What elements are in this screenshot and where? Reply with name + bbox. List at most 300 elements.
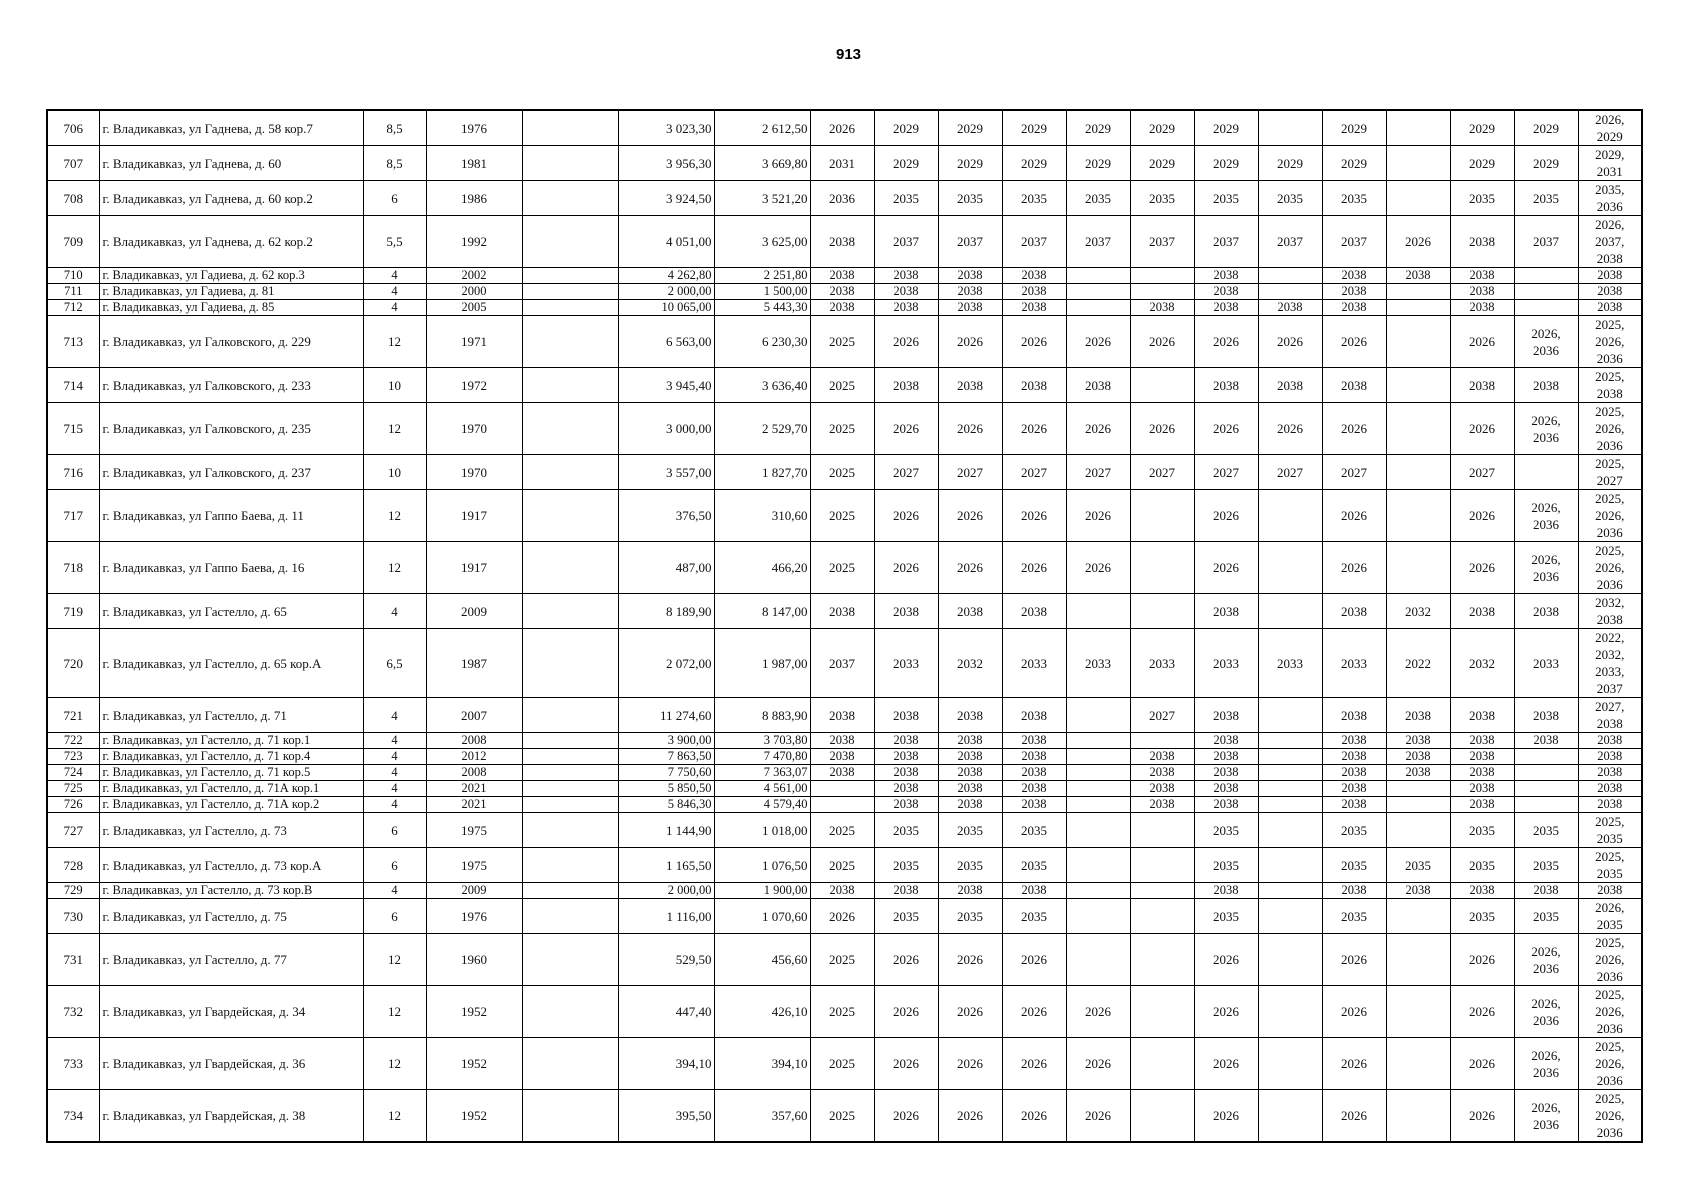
cell-year-10: 2038 (1386, 733, 1450, 749)
cell-year-6: 2033 (1130, 629, 1194, 698)
cell-floors: 8,5 (363, 146, 426, 181)
cell-year-12 (1514, 300, 1578, 316)
cell-year-6 (1130, 883, 1194, 899)
table-row (47, 110, 1642, 146)
cell-year-7: 2026 (1194, 490, 1258, 542)
cell-year: 1976 (426, 899, 522, 934)
cell-year-6: 2038 (1130, 765, 1194, 781)
cell-year-9: 2029 (1322, 146, 1386, 181)
table-row (47, 181, 1642, 216)
cell-address: г. Владикавказ, ул Гаппо Баева, д. 11 (99, 490, 363, 542)
cell-year-6: 2038 (1130, 749, 1194, 765)
cell-floors: 4 (363, 300, 426, 316)
cell-area-living: 394,10 (714, 1038, 810, 1090)
cell-year-summary: 2032, 2038 (1578, 594, 1642, 629)
cell-year-4: 2038 (1002, 368, 1066, 403)
cell-address: г. Владикавказ, ул Гадиева, д. 62 кор.3 (99, 268, 363, 284)
cell-year-summary: 2026, 2037, 2038 (1578, 216, 1642, 268)
cell-year-6: 2027 (1130, 455, 1194, 490)
cell-year-3: 2038 (938, 284, 1002, 300)
cell-blank (522, 765, 618, 781)
cell-year-2: 2038 (874, 781, 938, 797)
cell-year-2: 2035 (874, 899, 938, 934)
cell-year: 1986 (426, 181, 522, 216)
cell-year-5: 2027 (1066, 455, 1130, 490)
cell-year-7: 2038 (1194, 368, 1258, 403)
cell-year-8: 2029 (1258, 146, 1322, 181)
cell-year-3: 2038 (938, 765, 1002, 781)
cell-floors: 4 (363, 268, 426, 284)
cell-year-7: 2038 (1194, 883, 1258, 899)
table-row (47, 698, 1642, 733)
cell-year-8 (1258, 749, 1322, 765)
cell-year-11: 2026 (1450, 316, 1514, 368)
cell-address: г. Владикавказ, ул Гастелло, д. 75 (99, 899, 363, 934)
cell-year-1: 2026 (810, 110, 874, 146)
cell-year-2: 2033 (874, 629, 938, 698)
cell-year-3: 2029 (938, 110, 1002, 146)
cell-floors: 12 (363, 986, 426, 1038)
cell-address: г. Владикавказ, ул Гастелло, д. 73 кор.В (99, 883, 363, 899)
cell-year-5 (1066, 883, 1130, 899)
cell-year-7: 2029 (1194, 146, 1258, 181)
cell-year-3: 2038 (938, 883, 1002, 899)
cell-year-3: 2038 (938, 368, 1002, 403)
cell-area-total: 529,50 (618, 934, 714, 986)
cell-year-11: 2026 (1450, 1090, 1514, 1143)
cell-number: 709 (47, 216, 99, 268)
cell-number: 722 (47, 733, 99, 749)
cell-year-3: 2026 (938, 1038, 1002, 1090)
cell-year: 1970 (426, 455, 522, 490)
cell-year-5: 2026 (1066, 1038, 1130, 1090)
cell-year-4: 2038 (1002, 733, 1066, 749)
cell-floors: 4 (363, 733, 426, 749)
cell-year: 1975 (426, 813, 522, 848)
cell-year-9: 2033 (1322, 629, 1386, 698)
cell-address: г. Владикавказ, ул Гастелло, д. 71 (99, 698, 363, 733)
cell-year-1: 2036 (810, 181, 874, 216)
cell-year-4: 2038 (1002, 749, 1066, 765)
cell-year-11: 2035 (1450, 813, 1514, 848)
cell-year-1: 2038 (810, 594, 874, 629)
cell-year-11: 2026 (1450, 934, 1514, 986)
cell-blank (522, 749, 618, 765)
cell-address: г. Владикавказ, ул Гвардейская, д. 34 (99, 986, 363, 1038)
table-row (47, 216, 1642, 268)
cell-year-11: 2038 (1450, 368, 1514, 403)
cell-year-10 (1386, 1038, 1450, 1090)
cell-year-7: 2026 (1194, 542, 1258, 594)
cell-year: 2021 (426, 781, 522, 797)
cell-year-9: 2038 (1322, 781, 1386, 797)
cell-area-living: 8 147,00 (714, 594, 810, 629)
cell-year-2: 2038 (874, 594, 938, 629)
cell-area-living: 5 443,30 (714, 300, 810, 316)
cell-blank (522, 883, 618, 899)
table-row (47, 986, 1642, 1038)
cell-year-9: 2037 (1322, 216, 1386, 268)
cell-year-10: 2035 (1386, 848, 1450, 883)
cell-year-4: 2026 (1002, 490, 1066, 542)
cell-year-1: 2025 (810, 934, 874, 986)
cell-address: г. Владикавказ, ул Галковского, д. 229 (99, 316, 363, 368)
cell-year-5 (1066, 899, 1130, 934)
cell-year-6 (1130, 813, 1194, 848)
cell-year-9: 2035 (1322, 813, 1386, 848)
cell-year: 1960 (426, 934, 522, 986)
cell-number: 706 (47, 110, 99, 146)
cell-number: 710 (47, 268, 99, 284)
cell-year-3: 2035 (938, 848, 1002, 883)
cell-address: г. Владикавказ, ул Гаднева, д. 60 кор.2 (99, 181, 363, 216)
cell-year-8 (1258, 1038, 1322, 1090)
cell-area-total: 1 144,90 (618, 813, 714, 848)
cell-number: 714 (47, 368, 99, 403)
cell-year-6 (1130, 986, 1194, 1038)
cell-address: г. Владикавказ, ул Гвардейская, д. 38 (99, 1090, 363, 1143)
cell-year-10: 2038 (1386, 268, 1450, 284)
cell-year-6: 2035 (1130, 181, 1194, 216)
table-row (47, 629, 1642, 698)
cell-area-living: 466,20 (714, 542, 810, 594)
cell-address: г. Владикавказ, ул Гастелло, д. 77 (99, 934, 363, 986)
cell-year-5 (1066, 284, 1130, 300)
cell-year-10 (1386, 181, 1450, 216)
cell-year-9: 2038 (1322, 268, 1386, 284)
cell-year-9: 2038 (1322, 749, 1386, 765)
table-row (47, 781, 1642, 797)
cell-year-7: 2029 (1194, 110, 1258, 146)
cell-blank (522, 594, 618, 629)
cell-year-12: 2026, 2036 (1514, 542, 1578, 594)
cell-year-5 (1066, 765, 1130, 781)
table-row (47, 403, 1642, 455)
cell-year-4: 2038 (1002, 698, 1066, 733)
cell-year-4: 2038 (1002, 268, 1066, 284)
cell-area-total: 4 051,00 (618, 216, 714, 268)
cell-year-6 (1130, 1038, 1194, 1090)
cell-year-9: 2026 (1322, 1090, 1386, 1143)
cell-blank (522, 368, 618, 403)
cell-year-1: 2025 (810, 1090, 874, 1143)
cell-year-8 (1258, 733, 1322, 749)
cell-year: 2008 (426, 733, 522, 749)
cell-year-1: 2038 (810, 216, 874, 268)
cell-area-total: 3 557,00 (618, 455, 714, 490)
cell-year-8: 2033 (1258, 629, 1322, 698)
cell-area-living: 456,60 (714, 934, 810, 986)
cell-year-5: 2029 (1066, 110, 1130, 146)
cell-year-9: 2038 (1322, 733, 1386, 749)
cell-number: 720 (47, 629, 99, 698)
cell-year-12 (1514, 284, 1578, 300)
cell-year-6: 2027 (1130, 698, 1194, 733)
cell-year-10: 2038 (1386, 765, 1450, 781)
cell-year-12: 2026, 2036 (1514, 1038, 1578, 1090)
cell-year-12: 2033 (1514, 629, 1578, 698)
cell-year-4: 2035 (1002, 848, 1066, 883)
cell-year-summary: 2025, 2026, 2036 (1578, 1090, 1642, 1143)
cell-year-summary: 2025, 2026, 2036 (1578, 316, 1642, 368)
cell-year-10 (1386, 316, 1450, 368)
cell-floors: 12 (363, 316, 426, 368)
cell-year-9: 2038 (1322, 300, 1386, 316)
cell-area-living: 1 500,00 (714, 284, 810, 300)
cell-year-12: 2038 (1514, 733, 1578, 749)
cell-year-10 (1386, 542, 1450, 594)
cell-year-8 (1258, 986, 1322, 1038)
cell-blank (522, 268, 618, 284)
cell-year-12: 2026, 2036 (1514, 986, 1578, 1038)
cell-year-5: 2037 (1066, 216, 1130, 268)
cell-year-4: 2037 (1002, 216, 1066, 268)
cell-year-3: 2029 (938, 146, 1002, 181)
cell-area-total: 11 274,60 (618, 698, 714, 733)
cell-floors: 5,5 (363, 216, 426, 268)
cell-year-2: 2038 (874, 749, 938, 765)
cell-address: г. Владикавказ, ул Гастелло, д. 65 кор.А (99, 629, 363, 698)
cell-area-total: 3 023,30 (618, 110, 714, 146)
cell-address: г. Владикавказ, ул Галковского, д. 233 (99, 368, 363, 403)
cell-year-8: 2026 (1258, 403, 1322, 455)
table-row (47, 490, 1642, 542)
cell-year-11: 2035 (1450, 848, 1514, 883)
cell-year-4: 2026 (1002, 542, 1066, 594)
cell-address: г. Владикавказ, ул Гастелло, д. 73 (99, 813, 363, 848)
cell-area-living: 8 883,90 (714, 698, 810, 733)
cell-year-2: 2026 (874, 403, 938, 455)
cell-address: г. Владикавказ, ул Гастелло, д. 71А кор.1 (99, 781, 363, 797)
cell-year-7: 2038 (1194, 765, 1258, 781)
cell-year-3: 2038 (938, 268, 1002, 284)
cell-area-total: 376,50 (618, 490, 714, 542)
cell-blank (522, 813, 618, 848)
cell-year-7: 2038 (1194, 284, 1258, 300)
cell-area-total: 3 945,40 (618, 368, 714, 403)
cell-year-8 (1258, 542, 1322, 594)
cell-area-living: 1 900,00 (714, 883, 810, 899)
cell-floors: 12 (363, 1090, 426, 1143)
cell-year-2: 2035 (874, 813, 938, 848)
page-number: 913 (835, 46, 862, 63)
cell-area-total: 3 000,00 (618, 403, 714, 455)
cell-year-9: 2026 (1322, 316, 1386, 368)
cell-year-3: 2038 (938, 594, 1002, 629)
cell-year-7: 2026 (1194, 934, 1258, 986)
cell-year-9: 2026 (1322, 490, 1386, 542)
cell-year-12: 2026, 2036 (1514, 490, 1578, 542)
cell-blank (522, 848, 618, 883)
cell-year-12 (1514, 749, 1578, 765)
cell-blank (522, 1090, 618, 1143)
cell-year-9: 2026 (1322, 986, 1386, 1038)
cell-blank (522, 781, 618, 797)
cell-year-10: 2038 (1386, 698, 1450, 733)
cell-year-4: 2038 (1002, 781, 1066, 797)
cell-blank (522, 542, 618, 594)
cell-number: 726 (47, 797, 99, 813)
cell-year-1: 2038 (810, 883, 874, 899)
cell-year-summary: 2038 (1578, 781, 1642, 797)
cell-year-5 (1066, 594, 1130, 629)
cell-year-9: 2035 (1322, 848, 1386, 883)
cell-year-3: 2038 (938, 797, 1002, 813)
cell-year-3: 2027 (938, 455, 1002, 490)
cell-address: г. Владикавказ, ул Гастелло, д. 71 кор.4 (99, 749, 363, 765)
cell-year-11: 2027 (1450, 455, 1514, 490)
cell-year-10 (1386, 110, 1450, 146)
table-row (47, 284, 1642, 300)
cell-floors: 4 (363, 797, 426, 813)
cell-year: 2002 (426, 268, 522, 284)
cell-year-12: 2035 (1514, 813, 1578, 848)
cell-year: 2005 (426, 300, 522, 316)
cell-year-2: 2026 (874, 316, 938, 368)
table-row (47, 883, 1642, 899)
cell-year-4: 2027 (1002, 455, 1066, 490)
cell-year-3: 2026 (938, 403, 1002, 455)
cell-number: 725 (47, 781, 99, 797)
cell-floors: 12 (363, 490, 426, 542)
cell-area-total: 1 165,50 (618, 848, 714, 883)
cell-year-6: 2038 (1130, 781, 1194, 797)
cell-year-5 (1066, 813, 1130, 848)
cell-year-1: 2038 (810, 300, 874, 316)
cell-year-10 (1386, 1090, 1450, 1143)
cell-year-11: 2029 (1450, 146, 1514, 181)
cell-year-4: 2029 (1002, 146, 1066, 181)
cell-year-7: 2033 (1194, 629, 1258, 698)
cell-year-10 (1386, 934, 1450, 986)
cell-year-3: 2026 (938, 316, 1002, 368)
cell-year-6: 2037 (1130, 216, 1194, 268)
cell-year-12: 2029 (1514, 146, 1578, 181)
buildings-table (46, 109, 1643, 1143)
cell-year-12: 2035 (1514, 848, 1578, 883)
cell-blank (522, 110, 618, 146)
cell-area-total: 4 262,80 (618, 268, 714, 284)
cell-year-5: 2033 (1066, 629, 1130, 698)
cell-year-6 (1130, 899, 1194, 934)
cell-year-4: 2029 (1002, 110, 1066, 146)
cell-year-6: 2029 (1130, 110, 1194, 146)
cell-year-2: 2037 (874, 216, 938, 268)
cell-year-11: 2029 (1450, 110, 1514, 146)
cell-year-10 (1386, 368, 1450, 403)
cell-year-9: 2038 (1322, 765, 1386, 781)
cell-year-4: 2038 (1002, 284, 1066, 300)
cell-year: 1987 (426, 629, 522, 698)
cell-year-11: 2038 (1450, 300, 1514, 316)
cell-address: г. Владикавказ, ул Гаппо Баева, д. 16 (99, 542, 363, 594)
cell-area-total: 447,40 (618, 986, 714, 1038)
cell-number: 729 (47, 883, 99, 899)
cell-blank (522, 629, 618, 698)
cell-number: 731 (47, 934, 99, 986)
cell-year-7: 2038 (1194, 698, 1258, 733)
cell-year-summary: 2025, 2026, 2036 (1578, 986, 1642, 1038)
cell-year-8 (1258, 284, 1322, 300)
cell-area-total: 7 863,50 (618, 749, 714, 765)
cell-area-living: 2 251,80 (714, 268, 810, 284)
cell-year-2: 2038 (874, 284, 938, 300)
cell-year-5: 2026 (1066, 490, 1130, 542)
cell-year-10 (1386, 899, 1450, 934)
cell-area-living: 6 230,30 (714, 316, 810, 368)
cell-year-7: 2035 (1194, 848, 1258, 883)
cell-year-1: 2025 (810, 813, 874, 848)
cell-year-5 (1066, 781, 1130, 797)
cell-year-7: 2035 (1194, 899, 1258, 934)
cell-number: 715 (47, 403, 99, 455)
cell-year-6 (1130, 368, 1194, 403)
cell-year-5: 2026 (1066, 403, 1130, 455)
cell-year-7: 2038 (1194, 733, 1258, 749)
cell-year-8 (1258, 813, 1322, 848)
cell-year-12 (1514, 781, 1578, 797)
cell-floors: 6,5 (363, 629, 426, 698)
cell-year-8 (1258, 698, 1322, 733)
cell-area-living: 3 521,20 (714, 181, 810, 216)
cell-year-summary: 2029, 2031 (1578, 146, 1642, 181)
cell-address: г. Владикавказ, ул Гастелло, д. 71 кор.5 (99, 765, 363, 781)
cell-year: 1952 (426, 1090, 522, 1143)
cell-year-11: 2038 (1450, 733, 1514, 749)
cell-year-11: 2038 (1450, 765, 1514, 781)
cell-year-10 (1386, 813, 1450, 848)
cell-blank (522, 1038, 618, 1090)
cell-year-2: 2029 (874, 110, 938, 146)
cell-year-summary: 2025, 2035 (1578, 813, 1642, 848)
cell-year-7: 2038 (1194, 749, 1258, 765)
table-row (47, 146, 1642, 181)
cell-year-7: 2038 (1194, 781, 1258, 797)
cell-year-1: 2038 (810, 268, 874, 284)
cell-year-9: 2038 (1322, 698, 1386, 733)
cell-year-1: 2025 (810, 986, 874, 1038)
cell-year-6: 2026 (1130, 403, 1194, 455)
cell-year-4: 2038 (1002, 300, 1066, 316)
cell-year-3: 2037 (938, 216, 1002, 268)
cell-year-11: 2038 (1450, 216, 1514, 268)
cell-year-4: 2038 (1002, 594, 1066, 629)
cell-year-summary: 2025, 2026, 2036 (1578, 490, 1642, 542)
cell-area-living: 426,10 (714, 986, 810, 1038)
cell-year-6 (1130, 848, 1194, 883)
cell-year-8 (1258, 797, 1322, 813)
table-row (47, 848, 1642, 883)
cell-number: 733 (47, 1038, 99, 1090)
cell-area-living: 3 669,80 (714, 146, 810, 181)
cell-year: 2012 (426, 749, 522, 765)
cell-year-4: 2038 (1002, 797, 1066, 813)
table-row (47, 1038, 1642, 1090)
cell-year-10 (1386, 284, 1450, 300)
cell-year-2: 2026 (874, 1090, 938, 1143)
cell-year-1: 2025 (810, 368, 874, 403)
cell-area-total: 3 900,00 (618, 733, 714, 749)
cell-year-10: 2038 (1386, 749, 1450, 765)
cell-year-2: 2038 (874, 883, 938, 899)
cell-year-10 (1386, 490, 1450, 542)
cell-year-10 (1386, 146, 1450, 181)
cell-year-4: 2033 (1002, 629, 1066, 698)
cell-year-1: 2025 (810, 316, 874, 368)
cell-year-8 (1258, 268, 1322, 284)
table-row (47, 542, 1642, 594)
table-row (47, 765, 1642, 781)
